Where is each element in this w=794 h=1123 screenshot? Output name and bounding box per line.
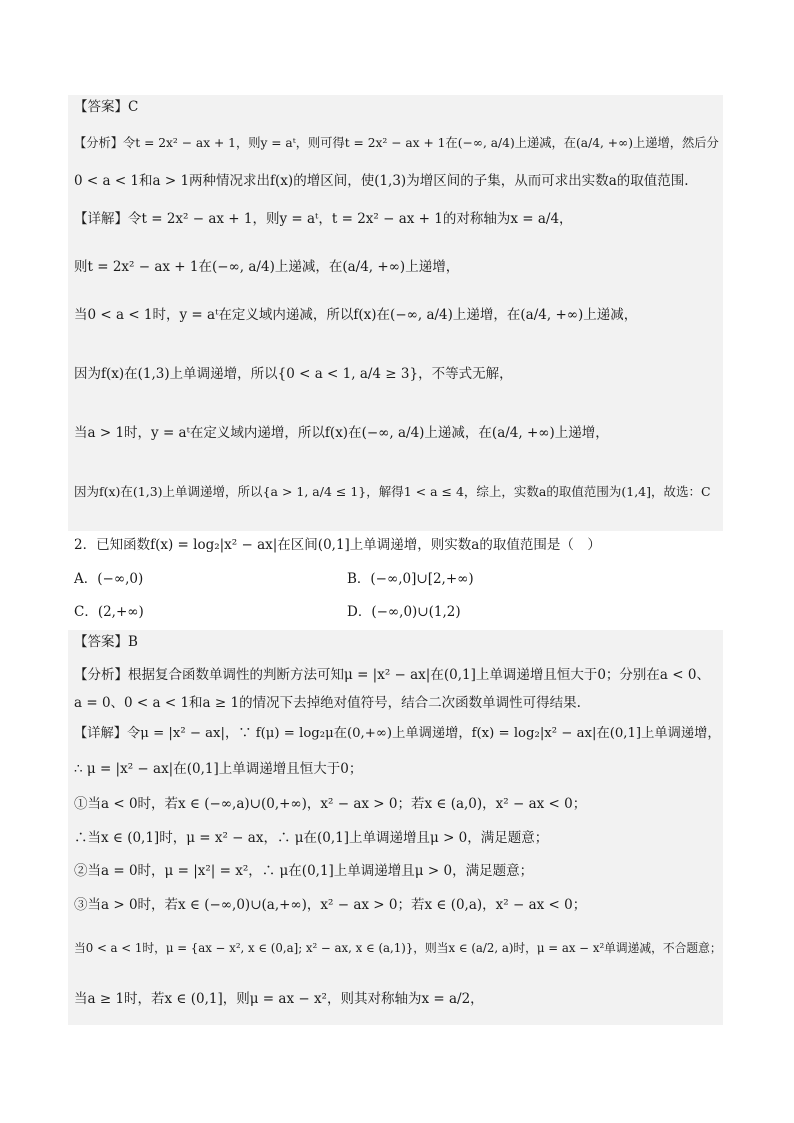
question-2-stem: 2．已知函数f(x) = log₂|x² − ax|在区间(0,1]上单调递增，则实数a的取值范围是（ ）: [74, 537, 601, 553]
detail-line-1: 【详解】令t = 2x² − ax + 1，则y = aᵗ，t = 2x² − ax + 1的对称轴为x = a/4，: [74, 211, 573, 227]
option-c: C．(2,+∞): [74, 604, 144, 620]
answer-line-1: 【答案】C: [74, 99, 139, 115]
detail-line-3: 当0 < a < 1时，y = aᵗ在定义域内递减，所以f(x)在(−∞, a/4)上递增，在(a/4, +∞)上递减，: [74, 307, 638, 323]
solution-block-2: [68, 630, 723, 1025]
answer-line-2: 【答案】B: [74, 634, 138, 650]
detail-line-13: 当0 < a < 1时，μ = {ax − x², x ∈ (0,a]; x² − ax, x ∈ (a,1)}，则当x ∈ (a/2, a)时，μ = ax − x²单调递减，不合题意；: [74, 941, 722, 955]
detail-line-6: 因为f(x)在(1,3)上单调递增，所以{a > 1, a/4 ≤ 1}，解得1 < a ≤ 4，综上，实数a的取值范围为(1,4]，故选：C: [74, 484, 711, 499]
detail-line-9: ①当a < 0时，若x ∈ (−∞,a)∪(0,+∞)，x² − ax > 0；若x ∈ (a,0)，x² − ax < 0；: [74, 796, 587, 812]
option-b: B．(−∞,0]∪[2,+∞): [347, 571, 474, 587]
detail-line-10: ∴当x ∈ (0,1]时，μ = x² − ax，∴ μ在(0,1]上单调递增且μ > 0，满足题意；: [74, 830, 549, 846]
option-a: A．(−∞,0): [74, 571, 144, 587]
detail-line-5: 当a > 1时，y = aᵗ在定义域内递增，所以f(x)在(−∞, a/4)上递减，在(a/4, +∞)上递增，: [74, 425, 609, 441]
detail-line-8: ∴ μ = |x² − ax|在(0,1]上单调递增且恒大于0；: [74, 761, 363, 777]
option-d: D．(−∞,0)∪(1,2): [347, 604, 461, 620]
detail-line-11: ②当a = 0时，μ = |x²| = x²，∴ μ在(0,1]上单调递增且μ > 0，满足题意；: [74, 863, 534, 879]
detail-line-4: 因为f(x)在(1,3)上单调递增，所以{0 < a < 1, a/4 ≥ 3}，不等式无解，: [74, 366, 513, 382]
detail-line-12: ③当a > 0时，若x ∈ (−∞,0)∪(a,+∞)，x² − ax > 0；若x ∈ (0,a)，x² − ax < 0；: [74, 897, 587, 913]
detail-line-14: 当a ≥ 1时，若x ∈ (0,1]，则μ = ax − x²，则其对称轴为x = a/2，: [74, 991, 484, 1007]
analysis-line-3: 【分析】根据复合函数单调性的判断方法可知μ = |x² − ax|在(0,1]上单调递增且恒大于0；分别在a < 0、: [74, 667, 710, 683]
detail-line-7: 【详解】令μ = |x² − ax|，∵ f(μ) = log₂μ在(0,+∞)上单调递增，f(x) = log₂|x² − ax|在(0,1]上单调递增，: [74, 726, 721, 741]
detail-line-2: 则t = 2x² − ax + 1在(−∞, a/4)上递减，在(a/4, +∞)上递增，: [74, 259, 460, 275]
analysis-line-2: 0 < a < 1和a > 1两种情况求出f(x)的增区间，使(1,3)为增区间的子集，从而可求出实数a的取值范围.: [74, 173, 689, 189]
analysis-line-4: a = 0、0 < a < 1和a ≥ 1的情况下去掉绝对值符号，结合二次函数单调性可得结果.: [74, 695, 581, 711]
analysis-line-1: 【分析】令t = 2x² − ax + 1，则y = aᵗ，则可得t = 2x² − ax + 1在(−∞, a/4)上递减，在(a/4, +∞)上递增，然后分: [74, 136, 719, 150]
